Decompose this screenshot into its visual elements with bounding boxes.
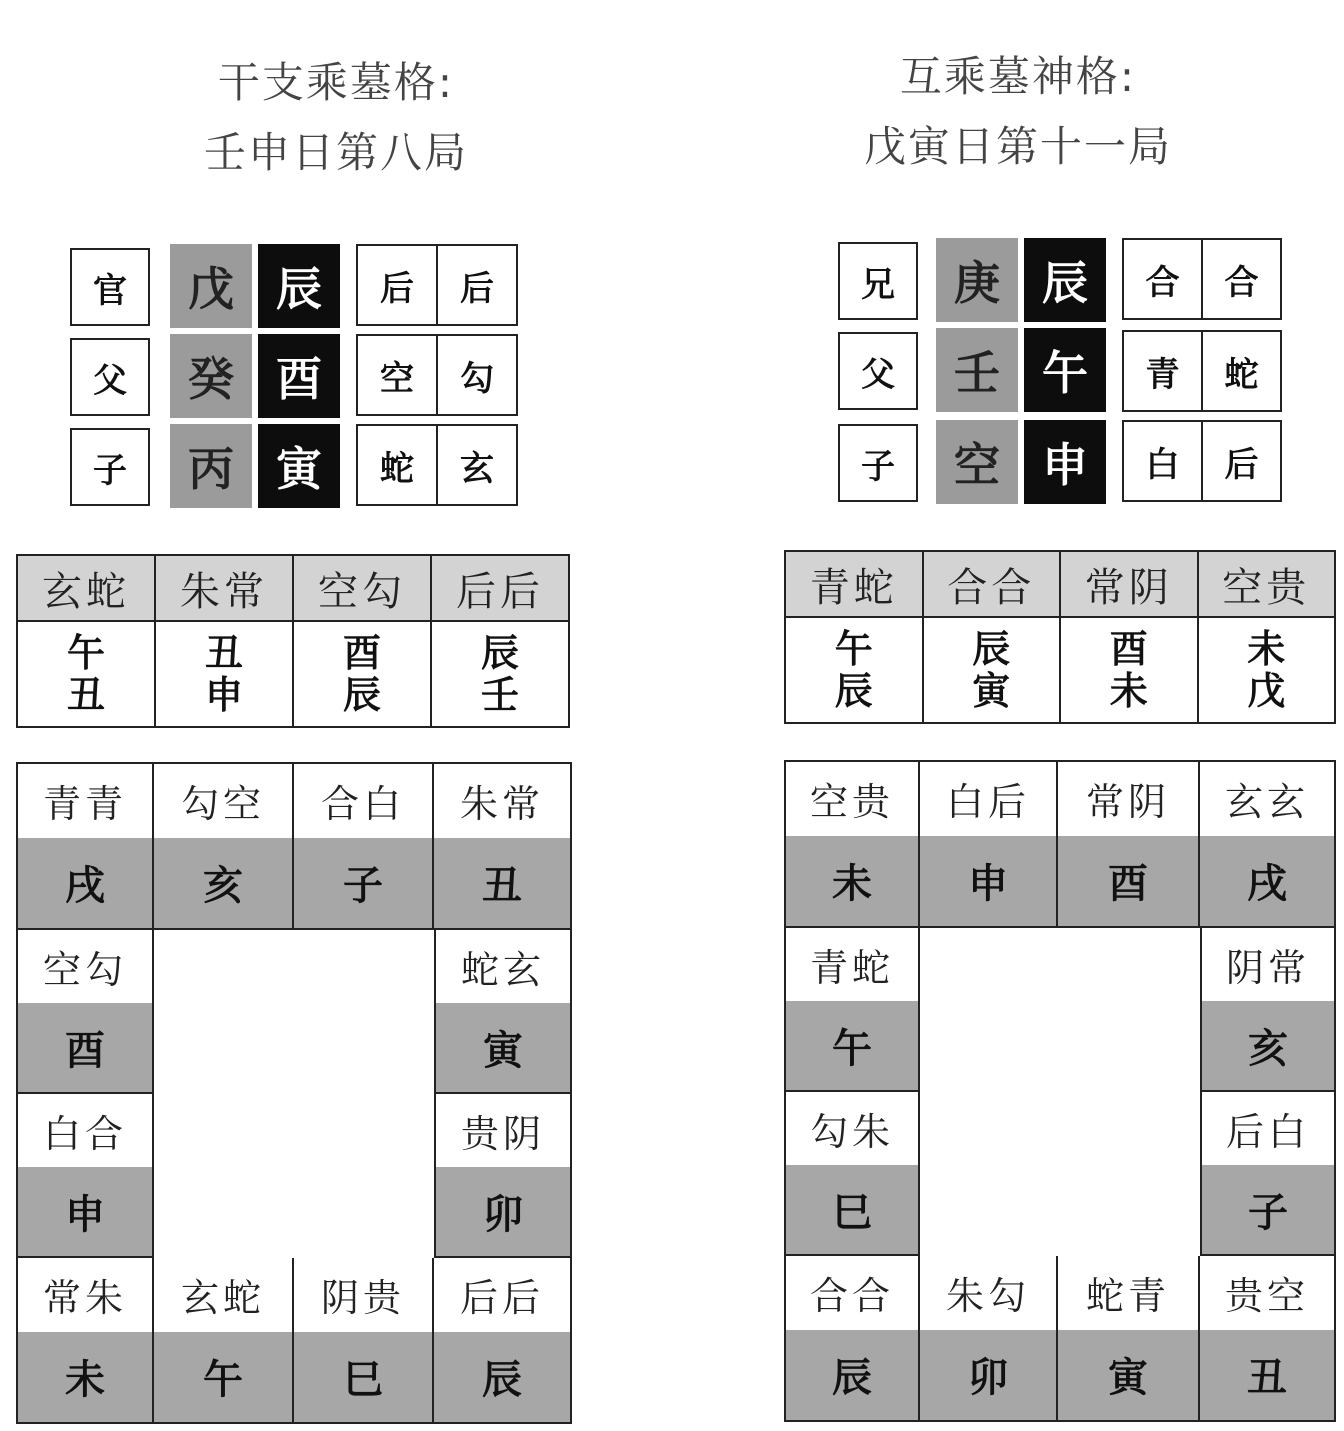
right-ring-right-1 bbox=[1200, 928, 1334, 1092]
left-lesson-3-top: 酉 bbox=[342, 630, 381, 675]
right-ring-top-4-gods: 玄玄 bbox=[1200, 762, 1334, 836]
left-gods-1-a: 后 bbox=[380, 268, 414, 309]
left-lesson-4 bbox=[430, 556, 568, 726]
left-stem-3: 丙 bbox=[170, 424, 252, 508]
left-branch-2: 酉 bbox=[258, 334, 340, 418]
right-ring-top-1 bbox=[786, 762, 920, 928]
right-ring-right-1-branch: 亥 bbox=[1202, 1001, 1334, 1090]
right-ring-bottom-3 bbox=[1058, 1256, 1200, 1420]
left-kin-1: 官 bbox=[70, 248, 150, 326]
right-gods-1 bbox=[1122, 238, 1282, 320]
left-lesson-2-gods: 朱常 bbox=[156, 556, 292, 622]
left-ring-bottom-3-branch: 巳 bbox=[294, 1332, 432, 1422]
right-lesson-4-top: 未 bbox=[1247, 626, 1286, 671]
left-lesson-1-bottom: 丑 bbox=[66, 672, 105, 717]
right-lesson-2-top: 辰 bbox=[972, 626, 1011, 671]
left-gods-1-b: 后 bbox=[436, 246, 516, 324]
right-stem-3: 空 bbox=[936, 420, 1018, 504]
right-ring-bottom-2 bbox=[920, 1256, 1058, 1420]
right-kin-1: 兄 bbox=[838, 242, 918, 320]
right-lesson-1-bottom: 辰 bbox=[834, 668, 873, 713]
right-ring-right-2 bbox=[1200, 1092, 1334, 1256]
left-lesson-3-gods: 空勾 bbox=[294, 556, 430, 622]
left-lesson-4-bottom: 壬 bbox=[480, 672, 519, 717]
right-ring-left-2 bbox=[786, 1092, 920, 1256]
right-gods-1-b: 合 bbox=[1201, 240, 1280, 318]
left-ring-right-2 bbox=[434, 1094, 570, 1258]
left-gods-2-a: 空 bbox=[380, 358, 414, 399]
left-ring-bottom-1-gods: 常朱 bbox=[18, 1258, 152, 1332]
left-branch-3: 寅 bbox=[258, 424, 340, 508]
left-ring-top-2-branch: 亥 bbox=[154, 838, 292, 928]
right-gods-1-a: 合 bbox=[1145, 262, 1180, 303]
right-ring-top-4-branch: 戌 bbox=[1200, 836, 1334, 926]
left-gods-2 bbox=[356, 334, 518, 416]
left-ring-bottom-1-branch: 未 bbox=[18, 1332, 152, 1422]
left-ring-bottom-4-gods: 后后 bbox=[434, 1258, 570, 1332]
left-gods-2-b: 勾 bbox=[436, 336, 516, 414]
right-ring-top-1-branch: 未 bbox=[786, 836, 918, 926]
right-ring-bottom-3-gods: 蛇青 bbox=[1058, 1256, 1198, 1330]
right-ring-bottom-4-branch: 丑 bbox=[1200, 1330, 1334, 1420]
right-kin-3: 子 bbox=[838, 424, 918, 502]
left-ring-left-1-gods: 空勾 bbox=[18, 930, 152, 1003]
left-title-pattern: 干支乘墓格: bbox=[217, 58, 455, 107]
left-ring-right-2-gods: 贵阴 bbox=[436, 1094, 570, 1167]
left-ring-left-1 bbox=[18, 930, 154, 1094]
right-lesson-3 bbox=[1059, 552, 1197, 722]
left-lesson-3 bbox=[292, 556, 430, 726]
left-lesson-4-gods: 后后 bbox=[432, 556, 568, 622]
left-lesson-2 bbox=[154, 556, 292, 726]
left-lesson-1-gods: 玄蛇 bbox=[18, 556, 154, 622]
right-lesson-1-gods: 青蛇 bbox=[786, 552, 922, 618]
left-stem-1: 戊 bbox=[170, 244, 252, 328]
right-lesson-4 bbox=[1197, 552, 1335, 722]
right-lesson-1-top: 午 bbox=[834, 626, 873, 671]
left-ring-top-1-gods: 青青 bbox=[18, 764, 152, 838]
left-ring-top-3-branch: 子 bbox=[294, 838, 432, 928]
right-four-lessons bbox=[784, 550, 1336, 724]
left-stem-2: 癸 bbox=[170, 334, 252, 418]
right-ring-top-2-branch: 申 bbox=[920, 836, 1056, 926]
right-ring-top-3 bbox=[1058, 762, 1200, 928]
right-branch-3: 申 bbox=[1024, 420, 1106, 504]
left-ring-top-3 bbox=[294, 764, 434, 930]
right-gods-2-a: 青 bbox=[1145, 354, 1180, 395]
left-title-day: 壬申日第八局 bbox=[203, 128, 468, 177]
right-ring-top-3-gods: 常阴 bbox=[1058, 762, 1198, 836]
left-ring-right-1-gods: 蛇玄 bbox=[436, 930, 570, 1003]
right-ring-bottom-2-branch: 卯 bbox=[920, 1330, 1056, 1420]
right-gods-3-a: 白 bbox=[1145, 444, 1180, 485]
left-kin-3: 子 bbox=[70, 428, 150, 506]
left-ring-top-1-branch: 戌 bbox=[18, 838, 152, 928]
left-ring-bottom-1 bbox=[18, 1258, 154, 1422]
left-ring-top-4-branch: 丑 bbox=[434, 838, 570, 928]
left-ring-top-4-gods: 朱常 bbox=[434, 764, 570, 838]
right-stem-2: 壬 bbox=[936, 328, 1018, 412]
left-kin-2: 父 bbox=[70, 338, 150, 416]
right-lesson-4-gods: 空贵 bbox=[1199, 552, 1335, 618]
right-lesson-3-bottom: 未 bbox=[1109, 668, 1148, 713]
left-ring-left-2 bbox=[18, 1094, 154, 1258]
left-ring-top-4 bbox=[434, 764, 570, 930]
right-ring-left-1-gods: 青蛇 bbox=[786, 928, 918, 1001]
right-kin-2: 父 bbox=[838, 332, 918, 410]
right-ring-bottom-4 bbox=[1200, 1256, 1334, 1420]
left-ring-top-3-gods: 合白 bbox=[294, 764, 432, 838]
right-ring-bottom-1-branch: 辰 bbox=[786, 1330, 918, 1420]
right-lesson-2 bbox=[922, 552, 1060, 722]
left-lesson-2-top: 丑 bbox=[204, 630, 243, 675]
left-ring-right-1-branch: 寅 bbox=[436, 1003, 570, 1092]
left-lesson-1-top: 午 bbox=[66, 630, 105, 675]
right-ring-top-3-branch: 酉 bbox=[1058, 836, 1198, 926]
right-ring-top-4 bbox=[1200, 762, 1334, 928]
left-lesson-3-bottom: 辰 bbox=[342, 672, 381, 717]
left-ring-left-2-gods: 白合 bbox=[18, 1094, 152, 1167]
left-gods-1 bbox=[356, 244, 518, 326]
left-ring-bottom-3 bbox=[294, 1258, 434, 1422]
left-lesson-1 bbox=[18, 556, 154, 726]
left-ring-left-2-branch: 申 bbox=[18, 1167, 152, 1256]
right-lesson-3-gods: 常阴 bbox=[1061, 552, 1197, 618]
right-ring-bottom-4-gods: 贵空 bbox=[1200, 1256, 1334, 1330]
left-gods-3-a: 蛇 bbox=[380, 448, 414, 489]
right-title-pattern: 互乘墓神格: bbox=[899, 52, 1137, 101]
left-ring-bottom-4 bbox=[434, 1258, 570, 1422]
left-lesson-4-top: 辰 bbox=[480, 630, 519, 675]
right-ring-bottom-2-gods: 朱勾 bbox=[920, 1256, 1056, 1330]
left-ring-left-1-branch: 酉 bbox=[18, 1003, 152, 1092]
left-ring-top-1 bbox=[18, 764, 154, 930]
right-ring-left-2-gods: 勾朱 bbox=[786, 1092, 918, 1165]
left-gods-3 bbox=[356, 424, 518, 506]
left-ring-right-1 bbox=[434, 930, 570, 1094]
right-ring-left-1-branch: 午 bbox=[786, 1001, 918, 1090]
left-ring-top-2-gods: 勾空 bbox=[154, 764, 292, 838]
right-lesson-2-bottom: 寅 bbox=[972, 668, 1011, 713]
right-gods-3-b: 后 bbox=[1201, 422, 1280, 500]
left-ring-top-2 bbox=[154, 764, 294, 930]
right-gods-2 bbox=[1122, 330, 1282, 412]
left-ring-bottom-2-branch: 午 bbox=[154, 1332, 292, 1422]
right-ring-top-1-gods: 空贵 bbox=[786, 762, 918, 836]
right-title-day: 戊寅日第十一局 bbox=[863, 122, 1172, 171]
right-gods-2-b: 蛇 bbox=[1201, 332, 1280, 410]
right-gods-3 bbox=[1122, 420, 1282, 502]
left-gods-3-b: 玄 bbox=[436, 426, 516, 504]
left-plate-ring bbox=[16, 762, 572, 1424]
right-ring-right-1-gods: 阴常 bbox=[1202, 928, 1334, 1001]
left-lesson-2-bottom: 申 bbox=[204, 672, 243, 717]
right-stem-1: 庚 bbox=[936, 238, 1018, 322]
left-ring-bottom-3-gods: 阴贵 bbox=[294, 1258, 432, 1332]
right-branch-1: 辰 bbox=[1024, 238, 1106, 322]
right-lesson-1 bbox=[786, 552, 922, 722]
right-lesson-4-bottom: 戊 bbox=[1247, 668, 1286, 713]
right-ring-bottom-1-gods: 合合 bbox=[786, 1256, 918, 1330]
right-panel bbox=[672, 0, 1344, 1431]
right-ring-bottom-1 bbox=[786, 1256, 920, 1420]
left-four-lessons bbox=[16, 554, 570, 728]
left-ring-right-2-branch: 卯 bbox=[436, 1167, 570, 1256]
left-ring-bottom-2-gods: 玄蛇 bbox=[154, 1258, 292, 1332]
left-branch-1: 辰 bbox=[258, 244, 340, 328]
right-plate-ring bbox=[784, 760, 1336, 1422]
right-lesson-2-gods: 合合 bbox=[924, 552, 1060, 618]
right-ring-left-2-branch: 巳 bbox=[786, 1165, 918, 1254]
left-ring-bottom-4-branch: 辰 bbox=[434, 1332, 570, 1422]
right-lesson-3-top: 酉 bbox=[1109, 626, 1148, 671]
right-ring-right-2-branch: 子 bbox=[1202, 1165, 1334, 1254]
right-branch-2: 午 bbox=[1024, 328, 1106, 412]
left-ring-bottom-2 bbox=[154, 1258, 294, 1422]
right-ring-top-2-gods: 白后 bbox=[920, 762, 1056, 836]
right-ring-top-2 bbox=[920, 762, 1058, 928]
right-ring-right-2-gods: 后白 bbox=[1202, 1092, 1334, 1165]
right-ring-bottom-3-branch: 寅 bbox=[1058, 1330, 1198, 1420]
right-ring-left-1 bbox=[786, 928, 920, 1092]
